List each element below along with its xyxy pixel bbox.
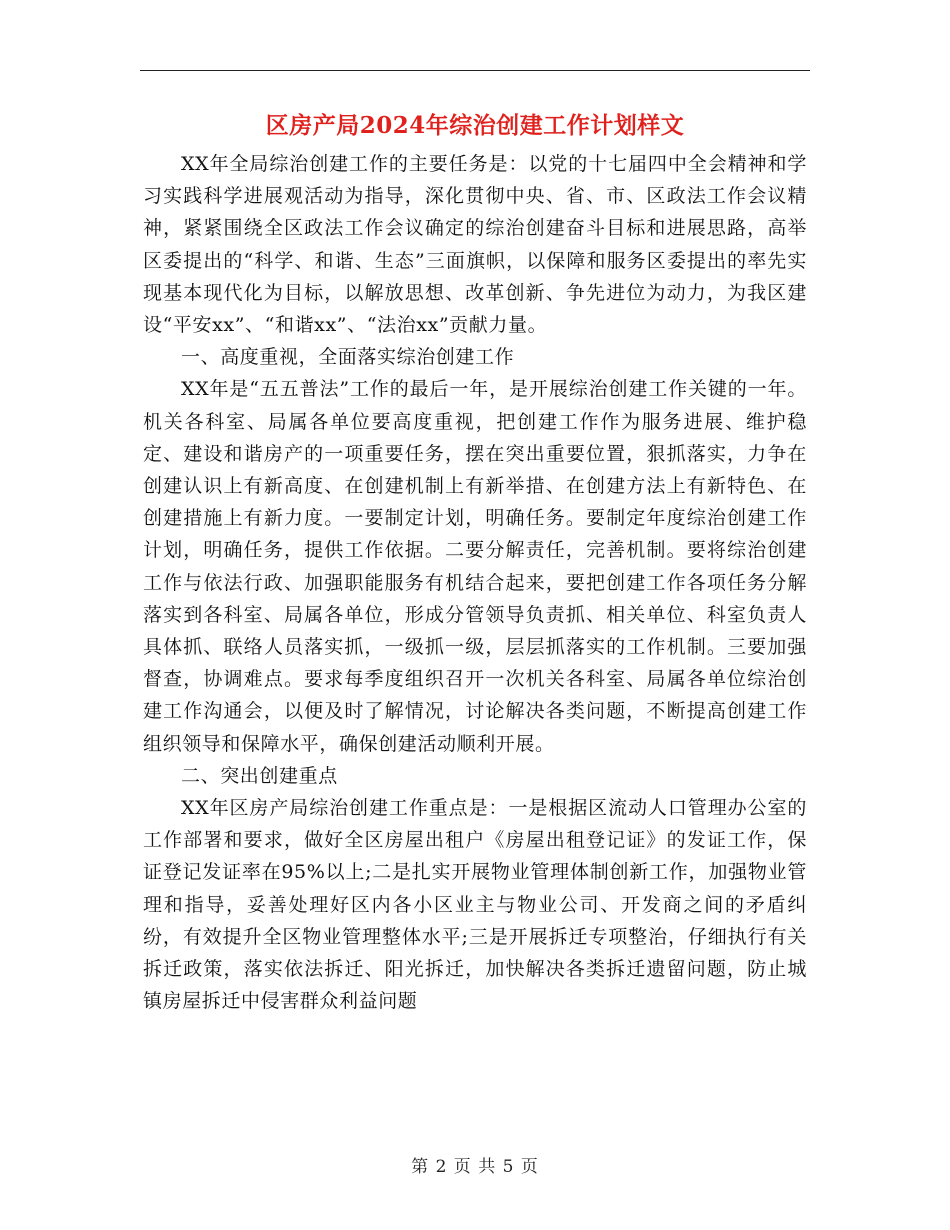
section-heading-2: 二、突出创建重点 [181,764,338,787]
paragraph-intro: XX年全局综治创建工作的主要任务是：以党的十七届四中全会精神和学习实践科学进展观活动为指导，深化贯彻中央、省、市、区政法工作会议精神，紧紧围绕全区政法工作会议确定的综治创建奋斗目标和进展思路，高举区委提出的“科学、和谐、生态”三面旗帜，以保障和服务区委提出的率先实现基本现代化为目标，以解放思想、改革创新、争先进位为动力，为我区建设“平安xx”、“和谐xx”、“法治xx”贡献力量。 [143,153,807,337]
paragraph-section-1: XX年是“五五普法”工作的最后一年，是开展综治创建工作关键的一年。机关各科室、局属各单位要高度重视，把创建工作作为服务进展、维护稳定、建设和谐房产的一项重要任务，摆在突出重要位置，狠抓落实，力争在创建认识上有新高度、在创建机制上有新举措、在创建方法上有新特色、在创建措施上有新力度。一要制定计划，明确任务。要制定年度综治创建工作计划，明确任务，提供工作依据。二要分解责任，完善机制。要将综治创建工作与依法行政、加强职能服务有机结合起来，要把创建工作各项任务分解落实到各科室、局属各单位，形成分管领导负责抓、相关单位、科室负责人具体抓、联络人员落实抓，一级抓一级，层层抓落实的工作机制。三要加强督查，协调难点。要求每季度组织召开一次机关各科室、局属各单位综治创建工作沟通会，以便及时了解情况，讨论解决各类问题，不断提高创建工作组织领导和保障水平，确保创建活动顺利开展。 [143,378,807,755]
document-body [143,148,807,1017]
section-heading-1: 一、高度重视，全面落实综治创建工作 [181,346,515,369]
page-number: 第 2 页 共 5 页 [411,1157,539,1177]
header-rule [140,70,810,71]
paragraph-section-2: XX年区房产局综治创建工作重点是：一是根据区流动人口管理办公室的工作部署和要求，做好全区房屋出租户《房屋出租登记证》的发证工作，保证登记发证率在95%以上;二是扎实开展物业管理体制创新工作，加强物业管理和指导，妥善处理好区内各小区业主与物业公司、开发商之间的矛盾纠纷，有效提升全区物业管理整体水平;三是开展拆迁专项整治，仔细执行有关拆迁政策，落实依法拆迁、阳光拆迁，加快解决各类拆迁遗留问题，防止城镇房屋拆迁中侵害群众利益问题 [143,797,807,1013]
document-title: 区房产局2024年综治创建工作计划样文 [265,112,685,139]
